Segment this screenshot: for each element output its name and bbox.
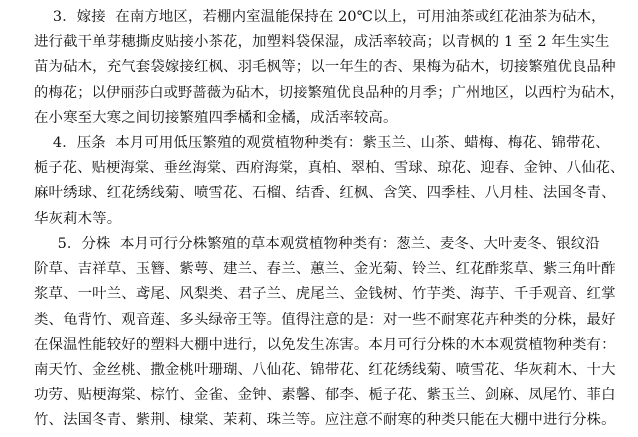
text-line: 3．嫁接 在南方地区，若棚内室温能保持在 20℃以上，可用油茶或红花油茶为砧木，	[34, 9, 606, 25]
text-line: 的梅花；以伊丽莎白或野蔷薇为砧木，切接繁殖优良品种的月季；广州地区，以西柠为砧木，	[34, 84, 625, 101]
text-line: 南天竹、金丝桃、撒金桃叶珊瑚、八仙花、锦带花、红花绣线菊、喷雪花、华灰莉木、十大	[34, 361, 616, 378]
text-line: 苗为砧木，充气套袋嫁接红枫、羽毛枫等；以一年生的杏、果梅为砧木，切接繁殖优良品种	[34, 59, 616, 76]
paragraph-layering	[34, 131, 625, 232]
text-line: 5．分株 本月可行分株繁殖的草本观赏植物种类有：葱兰、麦冬、大叶麦冬、银纹沿	[34, 236, 600, 252]
text-line: 进行截干单芽穗撕皮贴接小茶花，加塑料袋保湿，成活率较高；以青枫的 1 至 2 年生实生	[34, 34, 610, 51]
text-line: 4．压条 本月可用低压繁殖的观赏植物种类有：紫玉兰、山茶、蜡梅、梅花、锦带花、	[34, 135, 610, 151]
text-line: 竹、法国冬青、紫荆、棣棠、茉莉、珠兰等。应注意不耐寒的种类只能在大棚中进行分株。	[34, 412, 616, 429]
text-line: 阶草、吉祥草、玉簪、紫萼、建兰、春兰、蕙兰、金光菊、铃兰、红花酢浆草、紫三角叶酢	[34, 261, 616, 278]
text-line: 麻叶绣球、红花绣线菊、喷雪花、石榴、结香、红枫、含笑、四季桂、八月桂、法国冬青、	[34, 185, 616, 202]
text-line: 华灰莉木等。	[34, 210, 122, 227]
text-line: 在小寒至大寒之间切接繁殖四季橘和金橘，成活率较高。	[34, 109, 398, 126]
text-line: 类、龟背竹、观音莲、多头绿帝王等。值得注意的是：对一些不耐寒花卉种类的分株，最好	[34, 311, 616, 328]
paragraph-grafting	[34, 5, 625, 131]
text-line: 在保温性能较好的塑料大棚中进行，以免发生冻害。本月可行分株的木本观赏植物种类有：	[34, 336, 616, 353]
text-line: 栀子花、贴梗海棠、垂丝海棠、西府海棠，真柏、翠柏、雪球、琼花、迎春、金钟、八仙花、	[34, 160, 625, 177]
text-line: 功劳、贴梗海棠、棕竹、金雀、金钟、素馨、郁李、栀子花、紫玉兰、剑麻、凤尾竹、菲白	[34, 387, 616, 404]
paragraph-division	[34, 232, 616, 434]
text-line: 浆草、一叶兰、鸢尾、风梨类、君子兰、虎尾兰、金钱树、竹芋类、海芋、千手观音、红掌	[34, 286, 616, 303]
